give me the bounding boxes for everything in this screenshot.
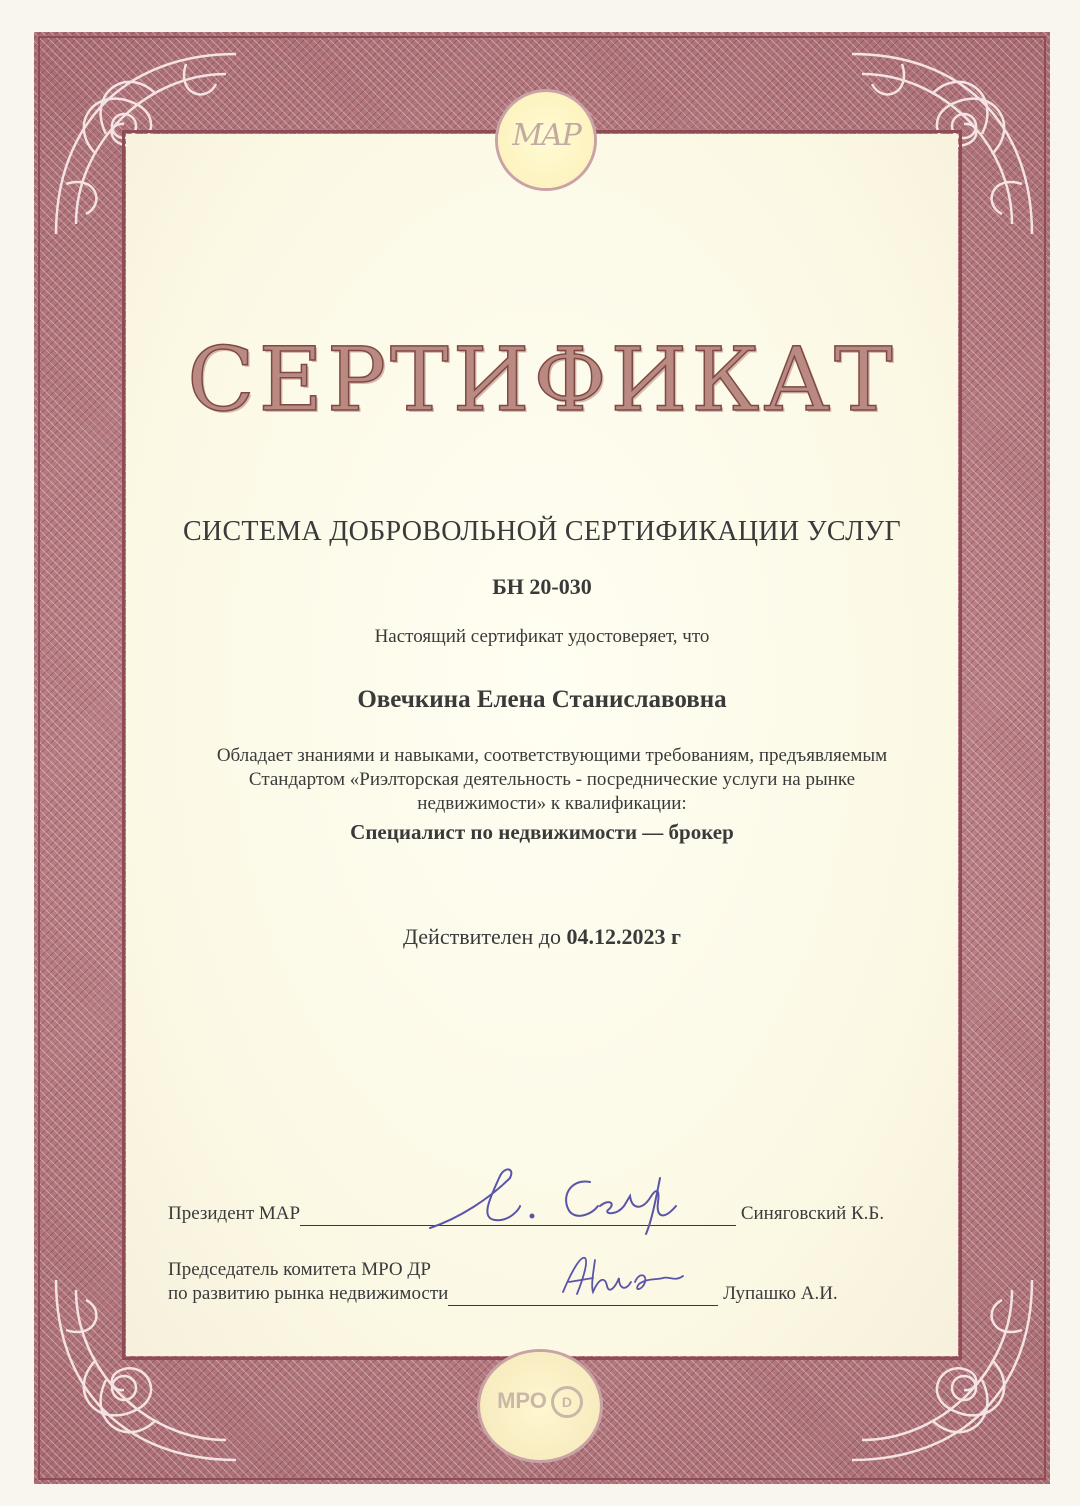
chair-label-line1: Председатель комитета МРО ДР <box>168 1259 431 1280</box>
qualification-description <box>156 744 948 816</box>
holder-name: Овечкина Елена Станиславовна <box>357 686 727 713</box>
validity-date: 04.12.2023 г <box>566 924 681 949</box>
description-line: Стандартом «Риэлторская деятельность - посреднические услуги на рынке <box>248 769 856 790</box>
bottom-logo <box>480 1386 600 1418</box>
certifies-text: Настоящий сертификат удостоверяет, что <box>374 626 710 647</box>
chair-name: Лупашко А.И. <box>723 1283 838 1304</box>
chair-handwritten-signature <box>555 1248 695 1304</box>
president-label: Президент МАР <box>168 1203 301 1224</box>
president-handwritten-signature <box>420 1158 700 1238</box>
chair-label-line2: по развитию рынка недвижимости <box>168 1283 449 1304</box>
certificate-number: БН 20-030 <box>492 574 592 599</box>
qualification-title: Специалист по недвижимости — брокер <box>350 820 734 844</box>
description-line: Обладает знаниями и навыками, соответствующими требованиям, предъявляемым <box>216 745 888 766</box>
certification-system: СИСТЕМА ДОБРОВОЛЬНОЙ СЕРТИФИКАЦИИ УСЛУГ <box>182 516 902 547</box>
chair-signature-row <box>168 1282 838 1306</box>
validity-label: Действителен до <box>403 924 561 949</box>
bottom-logo-text: МРО <box>497 1387 547 1413</box>
signature-line <box>448 1305 718 1306</box>
certificate-title: СЕРТИФИКАТ <box>187 328 897 431</box>
validity <box>126 924 958 950</box>
description-line: недвижимости» к квалификации: <box>417 793 687 814</box>
top-logo-text: МАР <box>512 118 580 153</box>
president-name: Синяговский К.Б. <box>740 1203 885 1224</box>
mro-d-mark-icon: D <box>551 1386 583 1418</box>
